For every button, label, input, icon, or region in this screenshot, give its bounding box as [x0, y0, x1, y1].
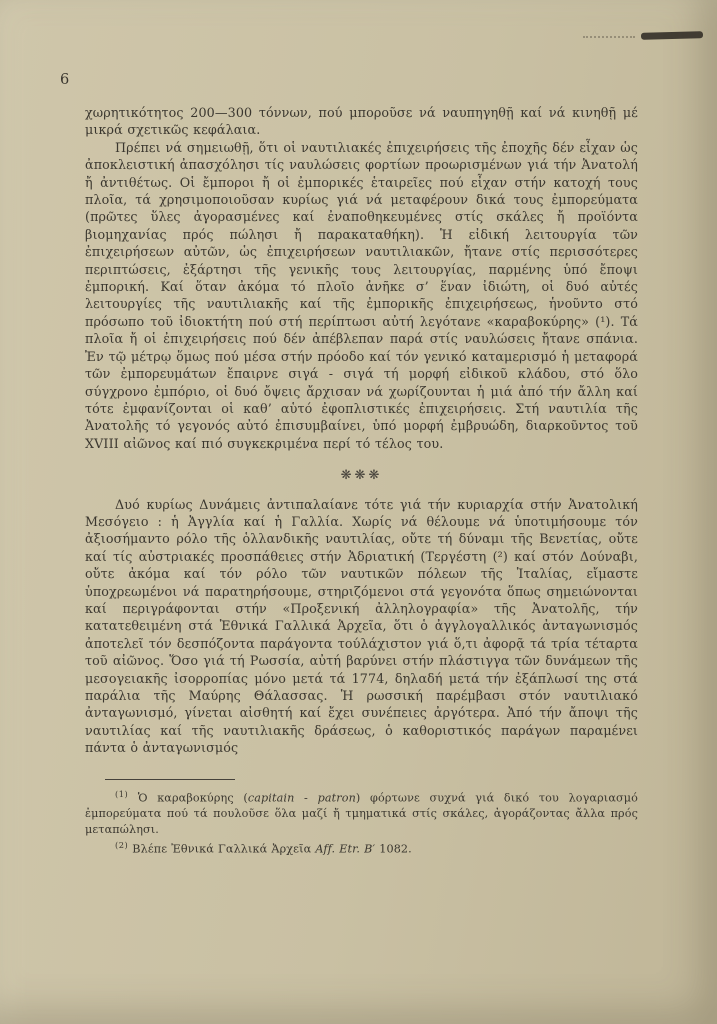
footnote-text: Βλέπε Ἐθνικά Γαλλικά Ἀρχεῖα — [128, 842, 316, 856]
body-paragraph: Δυό κυρίως Δυνάμεις ἀντιπαλαίανε τότε γιά τήν κυριαρχία στήν Ἀνατολική Μεσόγειο : ἡ Ἀγγλία καί ἡ Γαλλία. Χωρίς νά θέλουμε νά ὑποτιμήσουμε τόν ἀξιοσήμαντο ρόλο τῆς ὁλλανδικῆς ναυτιλίας, οὔτε τή δύναμι τῆς Βενετίας, οὔτε καί τίς αὐστριακές προσπάθειες στήν Ἀδριατική (Τεργέστη (²) καί στόν Δούναβι, οὔτε ἀκόμα καί τόν ρόλο τῶν ναυτικῶν πόλεων τῆς Ἰταλίας, εἴμαστε ὑποχρεωμένοι νά παρατηρήσουμε, στηριζόμενοι στά γεγονότα ὅπως σημειώνονται καί περιγράφονται στήν «Προξενική ἀλληλογραφία» τῆς Ἀνατολῆς, τήν κατατεθειμένη στά Ἐθνικά Γαλλικά Ἀρχεῖα, ὅτι ὁ ἀγγλογαλλικός ἀνταγωνισμός ἀποτελεῖ τόν δεσπόζοντα παράγοντα τούλάχιστον γιά ὅ,τι ἀφορᾷ τά τρία τέταρτα τοῦ αἰῶνος. Ὅσο γιά τή Ρωσσία, αὐτή βαρύνει στήν πλάστιγγα τῶν δυνάμεων τῆς μεσογειακῆς ἰσορροπίας μόνο μετά τά 1774, δηλαδή μετά τήν ἐξάπλωσί της στά παράλια τῆς Μαύρης Θάλασσας. Ἡ ρωσσική παρέμβασι στόν ναυτιλιακό ἀνταγωνισμό, γίνεται αἰσθητή καί ἔχει συνέπειες ἀργότερα. Ἀπό τήν ἄποψι τῆς ναυτιλίας καί τῆς ναυτιλιακῆς δράσεως, ὁ καθοριστικός παράγων παραμένει πάντα ὁ ἀνταγωνισμός — [85, 496, 638, 756]
footnote-text-italic: Aff. Etr. B′ — [315, 842, 376, 856]
footnote-text: ) φόρτωνε συχνά γιά δικό του λογαριασμό ἐμπορεύματα πού τά πουλοῦσε ὅλα μαζί ἤ τμηματικά στίς σκάλες, ἀγοράζοντας ἄλλα πρός μεταπώλησι. — [85, 791, 638, 837]
body-paragraph: Πρέπει νά σημειωθῇ, ὅτι οἱ ναυτιλιακές ἐπιχειρήσεις τῆς ἐποχῆς δέν εἶχαν ὡς ἀποκλειστική ἀπασχόλησι τίς ναυλώσεις φορτίων προωρισμένων γιά τήν Ἀνατολή ἤ ἀντιθέτως. Οἱ ἔμποροι ἤ οἱ ἐμπορικές ἑταιρεῖες πού εἶχαν στήν κατοχή τους πλοῖα, τά χρησιμοποιοῦσαν κυρίως γιά νά μεταφέρουν δικά τους ἐμπορεύματα (πρῶτες ὕλες ἀγορασμένες καί ἐναποθηκευμένες στίς σκάλες ἤ προϊόντα βιομηχανίας πρός πώλησι ἤ παρακαταθήκη). Ἡ εἰδική λειτουργία τῶν ἐπιχειρήσεων αὐτῶν, ὡς ἐπιχειρήσεων ναυτιλιακῶν, ἤτανε στίς περισσότερες περιπτώσεις, ἐξάρτησι τῆς γενικῆς τους λειτουργίας, παρμένης ὑπό ἔποψι ἐμπορική. Καί ὅταν ἀκόμα τό πλοῖο ἀνῆκε σ’ ἕναν ἰδιώτη, οἱ δυό αὐτές λειτουργίες τῆς ναυτιλιακῆς καί τῆς ἐμπορικῆς ἐπιχειρήσεως, ἡνοῦντο στό πρόσωπο τοῦ ἰδιοκτήτη πού στή περίπτωσι αὐτή λεγότανε «καραβοκύρης» (¹). Τά πλοῖα ἤ οἱ ἐπιχειρήσεις πού δέν ἀπέβλεπαν παρά στίς ναυλώσεις ἤτανε σπάνια. Ἐν τῷ μέτρῳ ὅμως πού μέσα στήν πρόοδο καί τόν γενικό καταμερισμό ἡ μεταφορά τῶν ἐμπορευμάτων ἔπαιρνε σιγά - σιγά τή μορφή εἰδικοῦ κλάδου, στό ὅλο σύγχρονο ἐμπόριο, οἱ δυό ὄψεις ἄρχισαν νά χωρίζουνται ἡ μιά ἀπό τήν ἄλλη καί τότε ἐμφανίζονται οἱ καθ’ αὑτό ἐφοπλιστικές ἐπιχειρήσεις. Στή ναυτιλία τῆς Ἀνατολῆς τό γεγονός αὐτό ἐπισυμβαίνει, ὑπό μορφή ἐμβρυώδη, διαρκοῦντος τοῦ XVIII αἰῶνος καί πιό συγκεκριμένα περί τό τέλος του. — [85, 139, 638, 451]
footnote-marker: (2) — [115, 840, 129, 851]
scan-artifact-dots — [583, 30, 635, 38]
footnote-text: Ὁ καραβοκύρης ( — [128, 791, 248, 805]
scan-artifact-ink-smudge — [641, 31, 703, 40]
body-paragraph: χωρητικότητος 200—300 τόννων, πού μποροῦσε νά ναυπηγηθῇ καί νά κινηθῇ μέ μικρά σχετικῶς κεφάλαια. — [85, 105, 638, 138]
footnote-text-italic: capitain - patron — [247, 791, 356, 805]
footnote-divider — [105, 779, 235, 780]
section-separator-ornament: ❋❋❋ — [340, 468, 383, 484]
footnote — [85, 838, 638, 858]
body-text — [85, 104, 638, 858]
footnote-text: 1082. — [375, 842, 412, 856]
page-number: 6 — [60, 72, 70, 88]
footnote-marker: (1) — [115, 788, 129, 799]
footnote — [85, 787, 638, 838]
footnotes-section — [85, 779, 638, 858]
